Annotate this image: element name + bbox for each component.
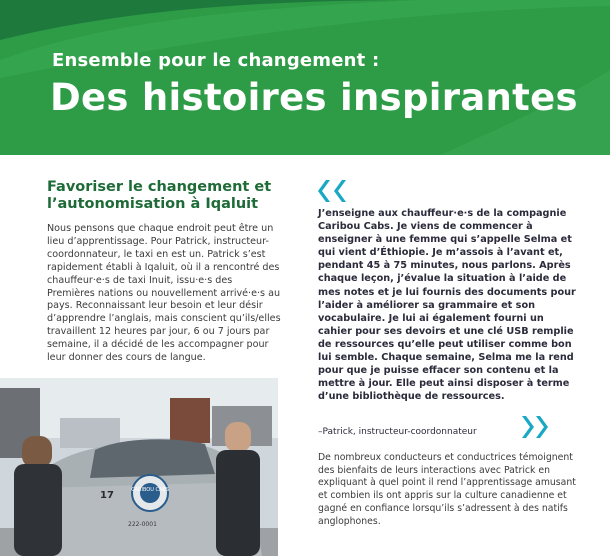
taxi-photo <box>0 378 278 556</box>
article-title <box>47 179 283 213</box>
article-column <box>47 179 283 365</box>
quote-attribution: –Patrick, instructeur-coordonnateur <box>318 427 477 437</box>
taxi-phone: 222-0001 <box>128 521 157 528</box>
banner-kicker: Ensemble pour le changement : <box>52 50 380 71</box>
article-title-line2: l’autonomisation à Iqaluit <box>47 196 259 212</box>
quote-close-icon <box>520 416 550 438</box>
taxi-logo-text: CARIBOU CABS <box>131 487 169 493</box>
article-body: Nous pensons que chaque endroit peut être un lieu d’apprentissage. Pour Patrick, instructeur-coordonnateur, le taxi en est un. Patrick s’est rapidement établi à Iqaluit, où il a rencontré des chauffeur·e·s de taxi Inuit, issu·e·s des Premières nations ou nouvellement arrivé·e·s au pays. Reconnaissant leur besoin et leur désir d’apprendre l’anglais, mais conscient qu’ils/elles travaillent 12 heures par jour, 6 ou 7 jours par semaine, il a décidé de les accompagner pour leur donner des cours de langue. <box>47 223 281 364</box>
quote-open-icon <box>318 180 348 202</box>
closing-paragraph: De nombreux conducteurs et conductrices témoignent des bienfaits de leurs interactions avec Patrick en expliquant à quel point il rend l’apprentissage amusant et combien ils ont appris sur la culture canadienne et gagné en confiance lorsqu’ils s’adressent à des natifs anglophones. <box>318 452 576 527</box>
article-title-line1: Favoriser le changement et <box>47 179 272 195</box>
testimonial-quote: J’enseigne aux chauffeur·e·s de la compagnie Caribou Cabs. Je viens de commencer à enseigner à une femme qui s’appelle Selma et qui vient d’Éthiopie. Je m’assois à l’avant et, pendant 45 à 75 minutes, nous parlons. Après chaque leçon, j’évalue la situation à l’aide de mes notes et je lui fournis des documents pour l’aider à améliorer sa grammaire et son vocabulaire. Je lui ai également fourni un cahier pour ses devoirs et une clé USB remplie de ressources qu’elle peut utiliser comme bon lui semble. Chaque semaine, Selma me la rend pour que je puisse effacer son contenu et la mettre à jour. Elle peut ainsi disposer à terme d’une bibliothèque de ressources. <box>318 208 576 403</box>
header-banner <box>0 0 610 155</box>
taxi-number: 17 <box>100 490 114 501</box>
banner-headline: Des histoires inspirantes <box>50 76 578 119</box>
